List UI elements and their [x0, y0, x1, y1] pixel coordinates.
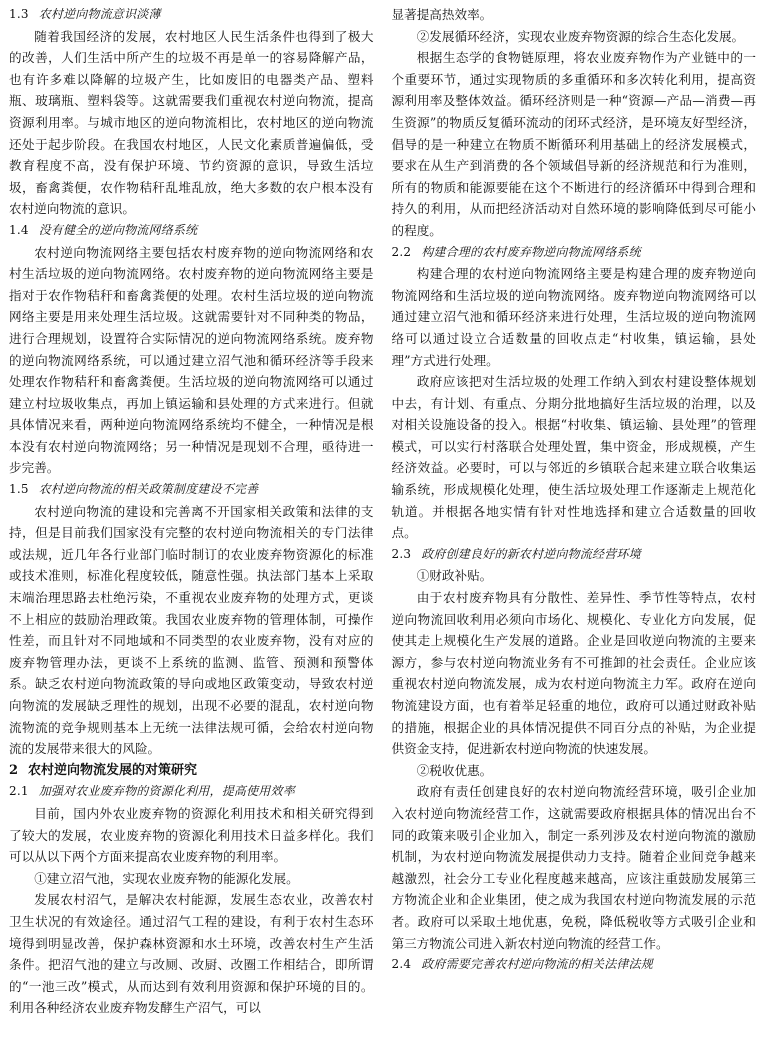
subsection-heading: [392, 954, 757, 976]
paragraph: ①建立沼气池，实现农业废弃物的能源化发展。: [34, 870, 299, 886]
right-column: [392, 4, 757, 1045]
paragraph: 构建合理的农村逆向物流网络主要是构建合理的废弃物逆向物流网络和生活垃圾的逆向物流网络。废弃物逆向物流网络可以通过建立沼气池和循环经济来进行处理，生活垃圾的逆向物流网络可以通过设立合适数量的回收点走“村收集，镇运输，县处理”方式进行处理。: [391, 266, 756, 368]
heading-title: 构建合理的农村废弃物逆向物流网络系统: [421, 244, 641, 259]
paragraph: 政府应该把对生活垃圾的处理工作纳入到农村建设整体规划中去，有计划、有重点、分期分批地搞好生活垃圾的治理，以及对相关设施设备的投入。根据“村收集、镇运输、县处理”的管理模式，可以实行村落联合处理处置，集中资金，形成规模，产生经济效益。必要时，可以与邻近的乡镇联合起来建立联合收集运输系统，形成规模化处理，使生活垃圾处理工作逐渐走上规范化轨道。并根据各地实情有针对性地选择和建立合适数量的回收点。: [391, 374, 756, 541]
paragraph: 发展农村沼气，是解决农村能源，发展生态农业，改善农村卫生状况的有效途径。通过沼气工程的建设，有利于农村生态环境得到明显改善，保护森林资源和水土环境，改善农村生产生活条件。把沼气池的建立与改厕、改厨、改圈工作相结合，即所谓的“一池三改”模式，从而达到有效利用资源和保护环境的目的。利用各种经济农业废弃物发酵生产沼气，可以: [9, 892, 374, 1016]
heading-number: 1.3: [9, 7, 29, 21]
heading-number: 2.3: [391, 546, 412, 561]
heading-title: 农村逆向物流发展的对策研究: [28, 762, 198, 778]
paragraph: 根据生态学的食物链原理，将农业废弃物作为产业链中的一个重要环节，通过实现物质的多重循环和多次转化利用，提高资源利用率及整体效益。循环经济则是一种“资源—产品—消费—再生资源”的物质反复循环流动的闭环式经济，是环境友好型经济，倡导的是一种建立在物质不断循环利用基础上的经济发展模式，要求在从生产到消费的各个领域倡导新的经济规范和行为准则，所有的物质和能源要能在这个不断进行的经济循环中得到合理和持久的利用，从而把经济活动对自然环境的影响降低到尽可能小的程度。: [391, 50, 756, 238]
paragraph: 随着我国经济的发展，农村地区人民生活条件也得到了极大的改善，人们生活中所产生的垃圾不再是单一的容易降解产品，也有许多难以降解的垃圾产生，比如废旧的电器类产品、塑料瓶、玻璃瓶、塑料袋等。这就需要我们重视农村逆向物流，提高资源利用率。与城市地区的逆向物流相比，农村地区的逆向物流还处于起步阶段。在我国农村地区，人民文化素质普遍偏低，受教育程度不高，没有保护环境、节约资源的意识，导致生活垃圾，畜禽粪便，农作物秸秆乱堆乱放，绝大多数的农户根本没有农村逆向物流的意识。: [9, 28, 374, 217]
subsection-heading: [9, 220, 374, 242]
subsection-heading: [392, 544, 757, 566]
heading-number: 1.4: [9, 222, 29, 237]
heading-number: 2.1: [9, 784, 29, 799]
heading-number: 1.5: [9, 482, 29, 497]
paragraph: 目前，国内外农业废弃物的资源化利用技术和相关研究得到了较大的发展，农业废弃物的资源化利用技术日益多样化。我们可以从以下两个方面来提高农业废弃物的利用率。: [9, 805, 374, 865]
section-heading: [9, 760, 374, 782]
subsection-heading: [9, 781, 374, 803]
heading-number: 2.4: [391, 957, 412, 972]
heading-title: 加强对农业废弃物的资源化利用，提高使用效率: [38, 784, 295, 799]
paragraph: ②税收优惠。: [416, 762, 493, 778]
paragraph: 农村逆向物流网络主要包括农村废弃物的逆向物流网络和农村生活垃圾的逆向物流网络。农村废弃物的逆向物流网络主要是指对于农作物秸秆和畜禽粪便的处理。农村生活垃圾的逆向物流网络主要是用来处理生活垃圾。这就需要针对不同种类的物品，进行合理规划，设置符合实际情况的逆向物流网络系统。废弃物的逆向物流网络系统，可以通过建立沼气池和循环经济等手段来处理农作物秸秆和畜禽粪便。生活垃圾的逆向物流网络可以通过建立村垃圾收集点，再加上镇运输和县处理的方式来进行。但就具体情况来看，两种逆向物流网络系统均不健全，一种情况是根本没有农村逆向物流网络；另一种情况是现划不合理，亟待进一步完善。: [9, 244, 374, 476]
subsection-heading: [9, 479, 374, 501]
paragraph: 由于农村废弃物具有分散性、差异性、季节性等特点，农村逆向物流回收利用必须向市场化、规模化、专业化方向发展，促使其走上规模化生产发展的道路。企业是回收逆向物流的主要来源方，参与农村逆向物流业务有不可推卸的社会责任。企业应该重视农村逆向物流发展，成为农村逆向物流主力军。政府在逆向物流建设方面，也有着举足轻重的地位，政府可以通过财政补贴的措施，根据企业的具体情况提供不同百分点的补贴，为企业提供资金支持，促进新农村逆向物流的快速发展。: [391, 590, 756, 757]
paragraph: ②发展循环经济，实现农业废弃物资源的综合生态化发展。: [416, 28, 745, 44]
paragraph: ①财政补贴。: [416, 568, 493, 584]
heading-title: 农村逆向物流的相关政策制度建设不完善: [38, 482, 259, 497]
left-column: [9, 4, 374, 1045]
heading-title: 政府创建良好的新农村逆向物流经营环境: [421, 546, 641, 561]
heading-number: 2.2: [391, 244, 412, 259]
paragraph: 显著提高热效率。: [391, 7, 493, 22]
heading-title: 农村逆向物流意识淡薄: [38, 7, 161, 21]
paragraph: 农村逆向物流的建设和完善离不开国家相关政策和法律的支持，但是目前我们国家没有完整的农村逆向物流相关的专门法律或法规，近几年各行业部门临时制订的农业废弃物资源化的标准或技术准则，标准化程度较低，随意性强。执法部门基本上采取末端治理思路去杜绝污染，不重视农业废弃物的处理方式，更谈不上相应的鼓励治理政策。我国农业废弃物的管理体制，可操作性差，而且针对不同地域和不同类型的农业废弃物，没有对应的废弃物管理办法，更谈不上系统的监测、监管、预测和预警体系。缺乏农村逆向物流政策的导向或地区政策变动，导致农村逆向物流的发展缺乏理性的规划，出现不必要的混乱，农村逆向物流物流的竞争规则基本上无统一法律法规可循，会给农村逆向物流的发展带来很大的风险。: [9, 503, 374, 757]
subsection-heading: [392, 242, 757, 264]
heading-number: 2: [9, 762, 19, 778]
heading-title: 政府需要完善农村逆向物流的相关法律法规: [421, 957, 653, 972]
heading-title: 没有健全的逆向物流网络系统: [38, 222, 198, 237]
subsection-heading: [9, 4, 374, 26]
paragraph: 政府有责任创建良好的农村逆向物流经营环境，吸引企业加入农村逆向物流经营工作，这就需要政府根据具体的情况出台不同的政策来吸引企业加入，制定一系列涉及农村逆向物流的激励机制，为农村逆向物流发展提供动力支持。随着企业间竞争越来越激烈，社会分工专业化程度越来越高，应该注重鼓励发展第三方物流企业和企业集团，使之成为我国农村逆向物流发展的示范者。政府可以采取土地优惠，免税，降低税收等方式吸引企业和第三方物流公司进入新农村逆向物流的经营工作。: [391, 784, 756, 951]
